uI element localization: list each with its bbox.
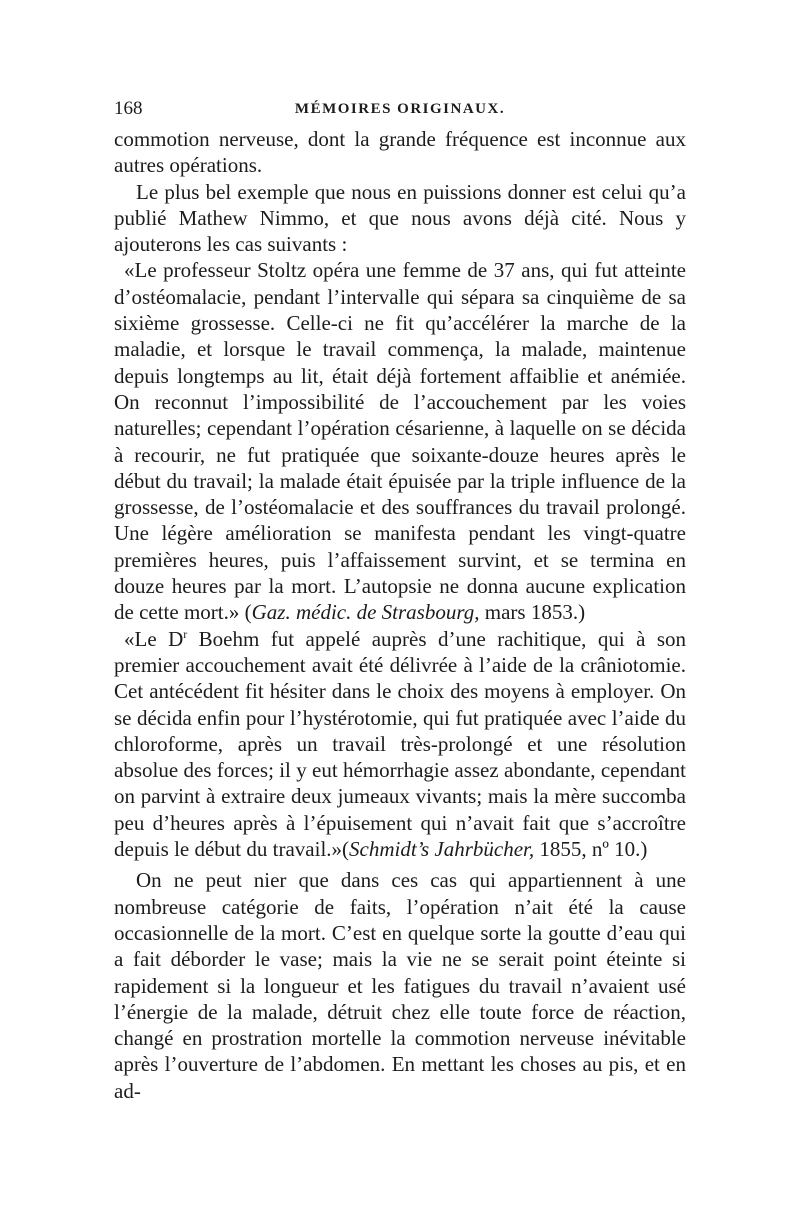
citation-source: Gaz. médic. de Strasbourg,	[251, 600, 480, 625]
doctor-superscript: r	[183, 626, 188, 641]
paragraph-conclusion: On ne peut nier que dans ces cas qui appartiennent à une nombreuse catégorie de faits, l’opération n’ait été la cause occasionnelle de la mort. C’est en quelque sorte la goutte d’eau qui a fait déborder le vase; mais la vie ne se serait point éteinte si rapidement si la longueur et les fatigues du travail n’avaient usé l’énergie de la malade, détruit chez elle toute force de réaction, changé en prostration mortelle la commotion nerveuse inévitable après l’ouverture de l’abdomen. En mettant les choses au pis, et en ad-	[114, 868, 686, 1103]
citation-rest: mars 1853.)	[479, 600, 586, 625]
citation-rest: 1855, nº 10.)	[534, 837, 648, 862]
citation-jahrbucher	[342, 837, 647, 861]
running-title: MÉMOIRES ORIGINAUX.	[294, 101, 506, 117]
paragraph-stoltz-case	[114, 257, 686, 625]
citation-strasbourg	[245, 600, 585, 624]
paragraph-continuation: commotion nerveuse, dont la grande fréquence est inconnue aux autres opérations.	[114, 127, 686, 178]
citation-open: (	[342, 837, 350, 862]
boehm-case-text: Boehm fut appelé auprès d’une rachitique, qui à son premier accouchement avait été délivrée à l’aide de la crâniotomie. Cet antécédent fit hésiter dans le choix des moyens à employer. On se décida enfin pour l’hystérotomie, qui fut pratiquée avec l’aide du chloroforme, après un travail très-prolongé et une résolution absolue des forces; il y eut hémorrhagie assez abondante, cependant on parvint à extraire deux jumeaux vivants; mais la mère succomba peu d’heures après à l’épuisement qui n’avait fait que s’accroître depuis le début du travail.»	[114, 626, 686, 862]
citation-open: (	[244, 600, 252, 625]
paragraph-boehm-case	[114, 626, 686, 863]
citation-source: Schmidt’s Jahrbücher,	[349, 837, 535, 862]
boehm-case-lead: «Le D	[124, 626, 184, 651]
book-page	[114, 92, 686, 1104]
running-head	[114, 92, 686, 126]
page-number: 168	[114, 98, 143, 119]
body-text	[114, 126, 686, 1104]
paragraph-intro-cases: Le plus bel exemple que nous en puissions donner est celui qu’a publié Mathew Nimmo, et que nous avons déjà cité. Nous y ajouterons les cas suivants :	[114, 179, 686, 257]
stoltz-case-text: «Le professeur Stoltz opéra une femme de 37 ans, qui fut atteinte d’ostéomalacie, pendant l’intervalle qui sépara sa cinquième de sa sixième grossesse. Celle-ci ne fit qu’accélérer la marche de la maladie, et lorsque le travail commença, la malade, maintenue depuis longtemps au lit, était déjà fortement affaiblie et anémiée. On reconnut l’impossibilité de l’accouchement par les voies naturelles; cependant l’opération césarienne, à laquelle on se décida à recourir, ne fut pratiquée que soixante-douze heures après le début du travail; la malade était épuisée par la triple influence de la grossesse, de l’ostéomalacie et des souffrances du travail prolongé. Une légère amélioration se manifesta pendant les vingt-quatre premières heures, puis l’affaissement survint, et se termina en douze heures par la mort. L’autopsie ne donna aucune explication de cette mort.»	[114, 258, 686, 625]
